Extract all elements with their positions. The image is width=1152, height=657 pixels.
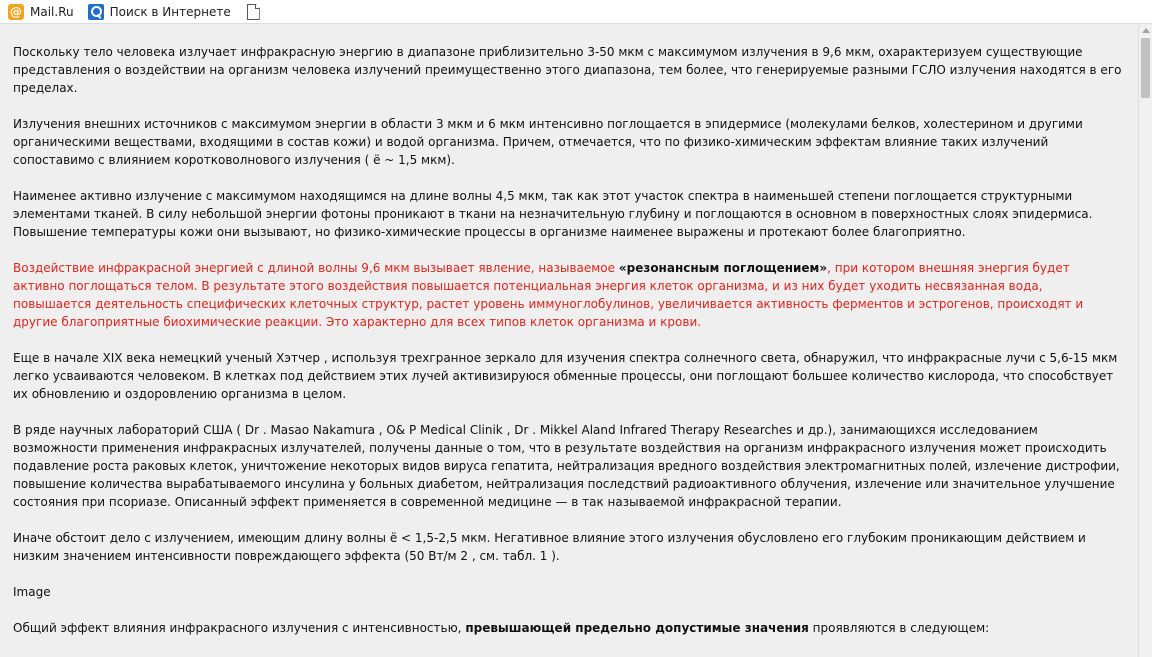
paragraph-2: Излучения внешних источников с максимумом энергии в области 3 мкм и 6 мкм интенсивно поглощается в эпидермисе (молекулами белков, холестерином и другими органическими веществами, входящими в состав кожи) и водой организма. Причем, отмечается, что по физико-химическим эффектам влияние таких излучений сопоставимо с влиянием коротковолнового излучения ( ë ~ 1,5 мкм).	[13, 117, 1083, 167]
resonance-absorption-term: «резонансным поглощением»	[618, 261, 828, 275]
article-content	[0, 24, 1138, 657]
paragraph-7: Иначе обстоит дело с излучением, имеющим длину волны ë < 1,5-2,5 мкм. Негативное влияние этого излучения обусловлено его глубоким проникающим действием и низким значением интенсивности повреждающего эффекта (50 Вт/м 2 , см. табл. 1 ).	[13, 531, 1086, 563]
document-icon	[247, 4, 260, 20]
paragraph-3: Наименее активно излучение с максимумом находящимся на длине волны 4,5 мкм, так как этот участок спектра в наименьшей степени поглощается структурными элементами тканей. В силу небольшой энергии фотоны проникают в ткани на незначительную глубину и поглощаются в основном в поверхностных слоях эпидермиса. Повышение температуры кожи они вызывают, но физико-химические процессы в организме наименее выражены и протекают более благоприятно.	[13, 189, 1093, 239]
paragraph-4-highlighted	[13, 259, 1124, 331]
scrollbar-thumb[interactable]	[1141, 38, 1150, 98]
paragraph-1: Поскольку тело человека излучает инфракрасную энергию в диапазоне приблизительно 3-50 мкм с максимумом излучения в 9,6 мкм, охарактеризуем существующие представления о воздействии на организм человека излучений преимущественно этого диапазона, тем более, что генерируемые разными ГСЛО излучения находятся в его пределах.	[13, 45, 1122, 95]
browser-toolbar	[0, 0, 1152, 24]
paragraph-8-start: Общий эффект влияния инфракрасного излучения с интенсивностью,	[13, 621, 466, 635]
at-sign-icon: @	[10, 4, 22, 19]
paragraph-6: В ряде научных лабораторий США ( Dr . Masao Nakamura , O& P Medical Clinik , Dr . Mikkel Aland Infrared Therapy Researches и др.), занимающихся исследованием возможности применения инфракрасных излучателей, получены данные о том, что в результате воздействия на организм инфракрасного излучения может происходить подавление роста раковых клеток, уничтожение некоторых видов вируса гепатита, нейтрализация вредного воздействия электромагнитных полей, излечение дистрофии, повышение количества вырабатываемого инсулина у больных диабетом, нейтрализация последствий радиоактивного облучения, излечение или значительное улучшение состояния при псориазе. Описанный эффект применяется в современной медицине — в так называемой инфракрасной терапии.	[13, 423, 1120, 509]
mailru-label: Mail.Ru	[30, 4, 74, 19]
internet-search-label: Поиск в Интернете	[109, 4, 231, 19]
paragraph-8	[13, 619, 1124, 637]
paragraph-4-start: Воздействие инфракрасной энергией с длиной волны 9,6 мкм вызывает явление, называемое	[13, 261, 619, 275]
paragraph-8-bold: превышающей предельно допустимые значения	[465, 621, 809, 635]
image-placeholder: Image	[13, 585, 51, 599]
search-icon	[88, 4, 104, 20]
internet-search-button[interactable]	[88, 1, 231, 23]
paragraph-5: Еще в начале XIX века немецкий ученый Хэтчер , используя трехгранное зеркало для изучения спектра солнечного света, обнаружил, что инфракрасные лучи с 5,6-15 мкм легко усваиваются человеком. В клетках под действием этих лучей активизируюся обменные процессы, они поглощают большее количество кислорода, что способствует их обновлению и оздоровлению организма в целом.	[13, 351, 1118, 401]
vertical-scrollbar[interactable]	[1138, 24, 1152, 657]
mailru-link[interactable]	[8, 1, 74, 23]
page-button[interactable]	[245, 1, 266, 23]
scroll-up-arrow-icon[interactable]	[1142, 28, 1150, 33]
paragraph-4-end: , при котором внешняя энергия будет активно поглощаться телом. В результате этого воздействия повышается потенциальная энергия клеток организма, и из них будет уходить несвязанная вода, повышается деятельность специфических клеточных структур, растет уровень иммуноглобулинов, увеличивается активность ферментов и эстрогенов, происходят и другие благоприятные биохимические реакции. Это характерно для всех типов клеток организма и крови.	[13, 261, 1084, 329]
paragraph-8-end: проявляются в следующем:	[808, 621, 990, 635]
